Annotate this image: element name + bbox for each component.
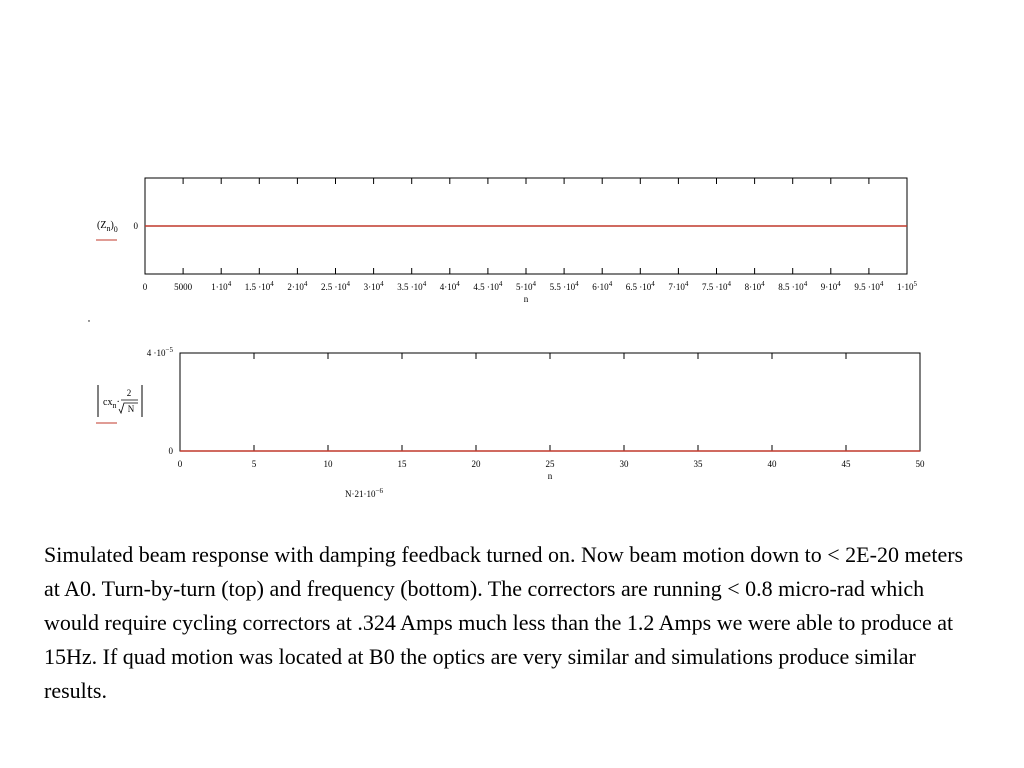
x-tick-label: 35 bbox=[693, 459, 703, 469]
x-tick-label: $4\cdot 10^4$ bbox=[439, 280, 460, 292]
y-axis-label: $cx_n\cdot$ bbox=[103, 397, 120, 410]
x-tick-label: $4.5 \cdot 10^4$ bbox=[473, 280, 503, 292]
x-tick-label: 50 bbox=[915, 459, 925, 469]
y-tick-label: 0 bbox=[168, 446, 173, 456]
x-tick-label: $1.5 \cdot 10^4$ bbox=[244, 280, 274, 292]
x-tick-label: $9\cdot 10^4$ bbox=[820, 280, 841, 292]
x-axis-sublabel: $N\cdot 21\cdot 10^{-6}$ bbox=[345, 487, 383, 499]
x-axis-label: n bbox=[547, 471, 553, 481]
stray-dot bbox=[88, 320, 89, 321]
x-tick-label: $9.5 \cdot 10^4$ bbox=[854, 280, 884, 292]
x-tick-label: 30 bbox=[619, 459, 629, 469]
x-tick-label: $5.5 \cdot 10^4$ bbox=[549, 280, 579, 292]
x-axis-label: n bbox=[523, 294, 529, 304]
y-tick-label: 0 bbox=[133, 221, 138, 231]
x-tick-label: $2.5 \cdot 10^4$ bbox=[321, 280, 350, 292]
x-tick-label: $8\cdot 10^4$ bbox=[744, 280, 765, 292]
x-tick-label: 0 bbox=[142, 282, 148, 292]
x-tick-label: 0 bbox=[177, 459, 183, 469]
x-tick-label: 10 bbox=[323, 459, 333, 469]
x-tick-label: 5 bbox=[251, 459, 257, 469]
fraction-numerator: 2 bbox=[126, 388, 132, 398]
x-tick-label: 5000 bbox=[174, 282, 193, 292]
y-tick-label: $4 \cdot 10^{-5}$ bbox=[146, 346, 173, 358]
x-tick-label: $3.5 \cdot 10^4$ bbox=[397, 280, 427, 292]
x-tick-label: $6\cdot 10^4$ bbox=[592, 280, 613, 292]
x-tick-label: $8.5 \cdot 10^4$ bbox=[778, 280, 808, 292]
x-tick-label: 15 bbox=[397, 459, 407, 469]
x-tick-label: 20 bbox=[471, 459, 481, 469]
x-tick-label: 40 bbox=[767, 459, 777, 469]
x-tick-label: $5\cdot 10^4$ bbox=[516, 280, 536, 292]
y-axis-label: $(Z_n)_0$ bbox=[97, 220, 118, 234]
turn-by-turn-chart bbox=[88, 178, 917, 322]
x-tick-label: 45 bbox=[841, 459, 851, 469]
x-tick-label: 25 bbox=[545, 459, 555, 469]
x-tick-label: $3\cdot 10^4$ bbox=[363, 280, 384, 292]
slide-caption: Simulated beam response with damping feedback turned on. Now beam motion down to < 2E-20 meters at A0. Turn-by-turn (top) and frequency (bottom). The correctors are running < 0.8 micro-rad which would require cycling correctors at .324 Amps much less than the 1.2 Amps we were able to produce at 15Hz. If quad motion was located at B0 the optics are very similar and simulations produce similar results. bbox=[44, 542, 964, 703]
x-tick-label: $2\cdot 10^4$ bbox=[287, 280, 308, 292]
x-tick-label: $6.5 \cdot 10^4$ bbox=[625, 280, 655, 292]
x-tick-label: $7.5 \cdot 10^4$ bbox=[702, 280, 731, 292]
frequency-chart bbox=[96, 346, 925, 499]
x-tick-label: $1\cdot 10^4$ bbox=[211, 280, 232, 292]
plot-frame bbox=[180, 353, 920, 451]
fraction-denominator: N bbox=[127, 404, 135, 414]
x-tick-label: $7\cdot 10^4$ bbox=[668, 280, 689, 292]
x-tick-label: $1\cdot 10^5$ bbox=[897, 280, 917, 292]
